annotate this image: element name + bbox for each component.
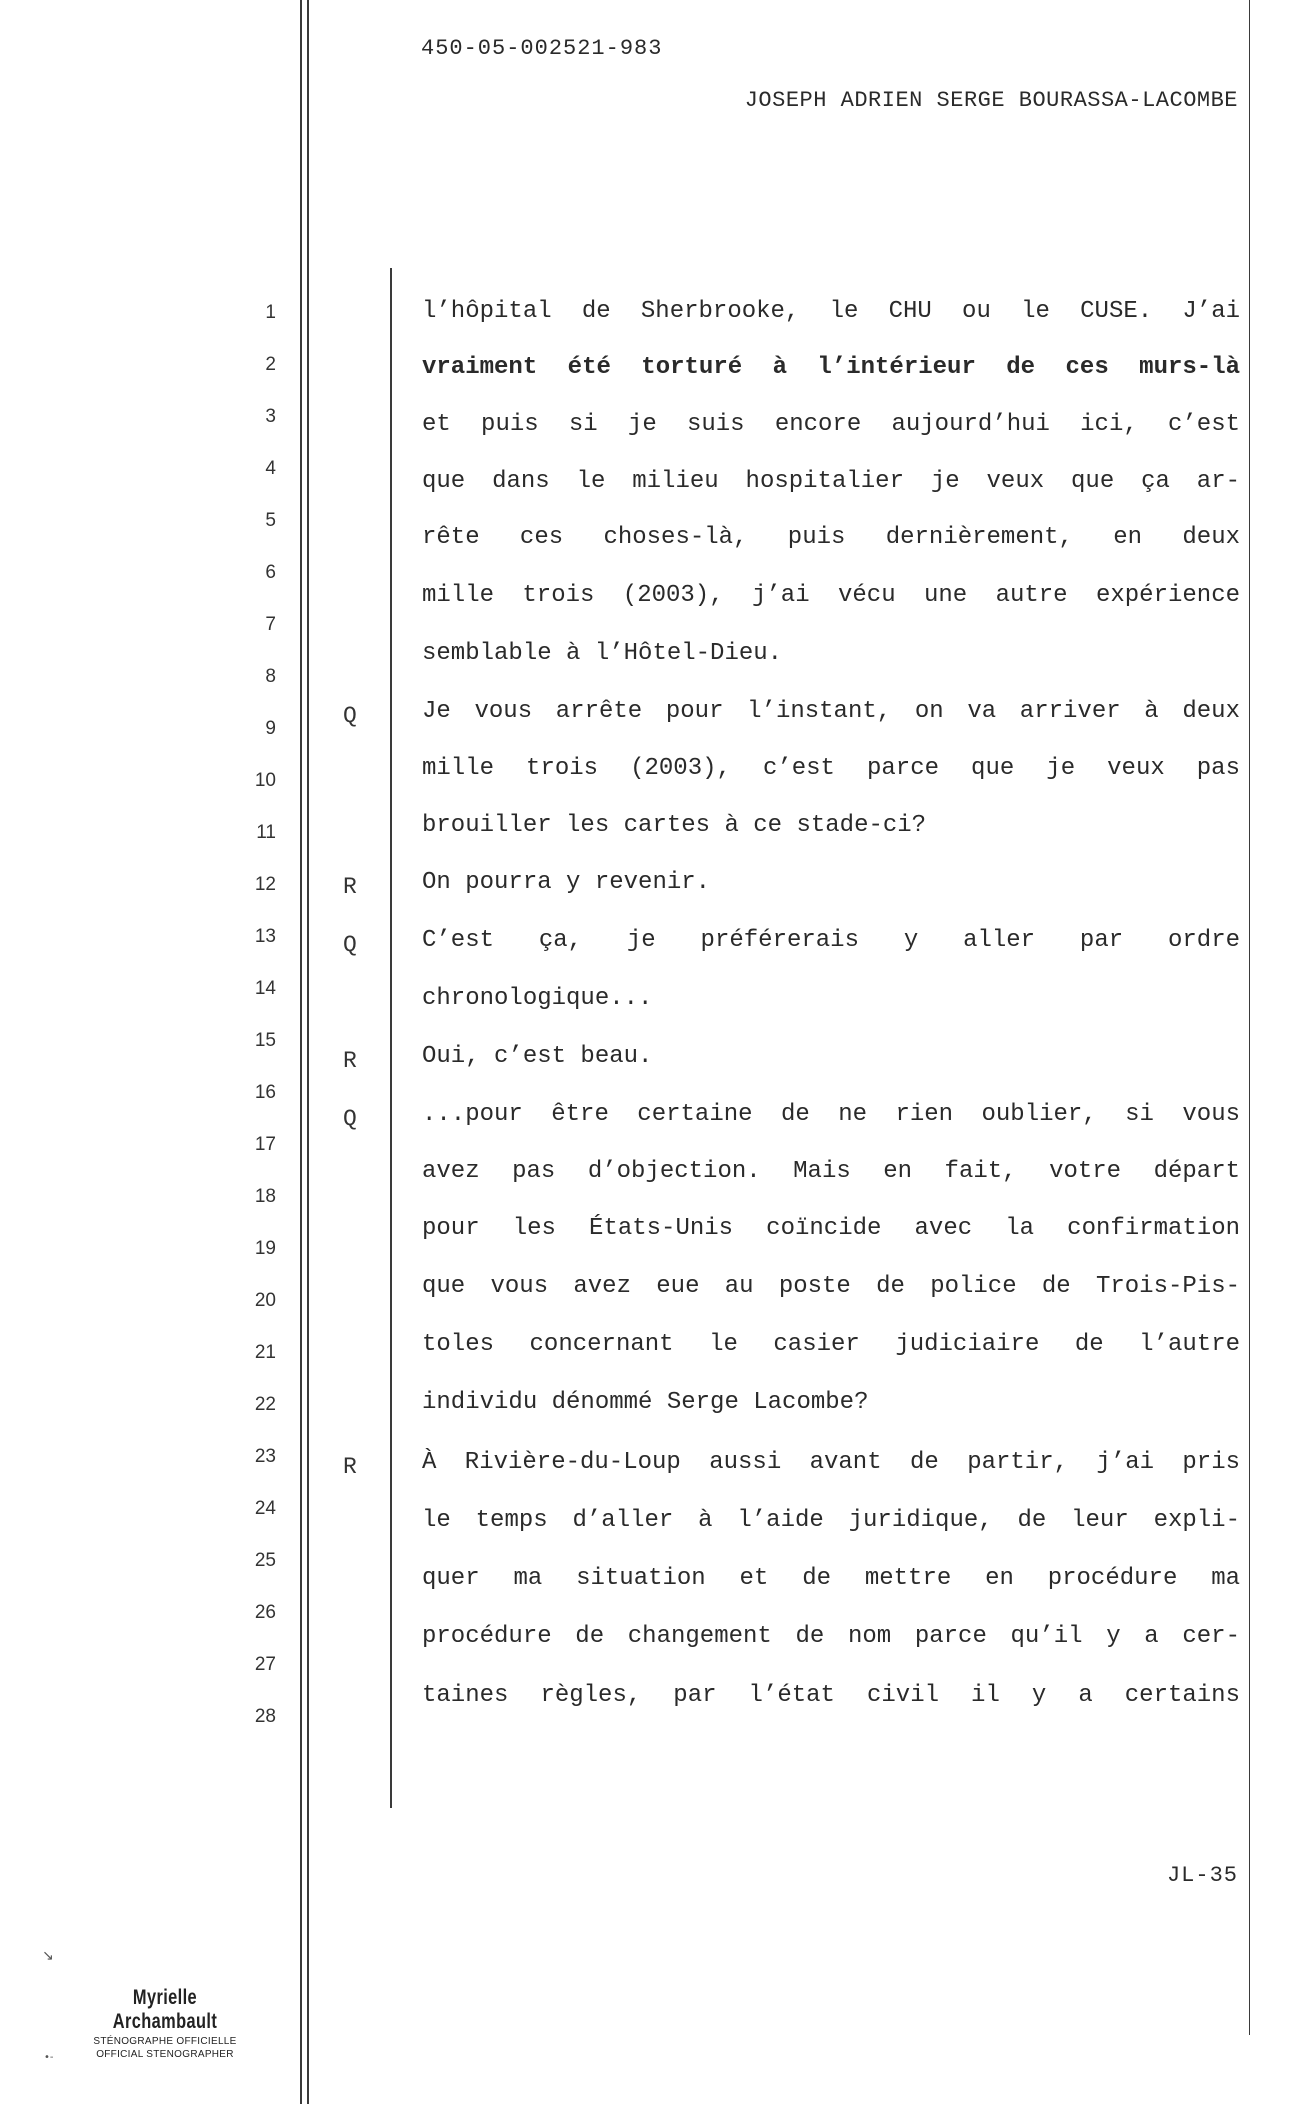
transcript-line: et puis si je suis encore aujourd’hui ici, c’est xyxy=(422,411,1240,438)
line-number: 12 xyxy=(254,874,276,895)
margin-rule-left-outer xyxy=(300,0,302,2104)
line-number: 16 xyxy=(254,1082,276,1103)
transcript-line: le temps d’aller à l’aide juridique, de leur expli- xyxy=(422,1507,1240,1534)
line-number: 14 xyxy=(254,978,276,999)
transcript-line: mille trois (2003), c’est parce que je veux pas xyxy=(422,755,1240,782)
case-number: 450-05-002521-983 xyxy=(421,36,663,61)
speaker-marker: R xyxy=(343,874,357,900)
line-number: 11 xyxy=(256,822,276,843)
line-number: 26 xyxy=(254,1602,276,1623)
transcript-line: À Rivière-du-Loup aussi avant de partir, j’ai pris xyxy=(422,1449,1240,1476)
witness-name: JOSEPH ADRIEN SERGE BOURASSA-LACOMBE xyxy=(744,88,1238,113)
transcript-line: Je vous arrête pour l’instant, on va arriver à deux xyxy=(422,698,1240,725)
transcript-line: l’hôpital de Sherbrooke, le CHU ou le CUSE. J’ai xyxy=(422,298,1240,325)
line-number: 19 xyxy=(254,1238,276,1259)
speaker-marker: R xyxy=(343,1048,357,1074)
speaker-marker: Q xyxy=(343,1106,357,1132)
transcript-line: rête ces choses-là, puis dernièrement, en deux xyxy=(422,524,1240,551)
line-number: 4 xyxy=(265,458,276,479)
line-number: 13 xyxy=(254,926,276,947)
line-number: 3 xyxy=(265,406,276,427)
stenographer-stamp xyxy=(80,1986,250,2060)
line-number: 9 xyxy=(265,718,276,739)
line-number: 27 xyxy=(254,1654,276,1675)
margin-rule-right xyxy=(1249,0,1250,2035)
line-number: 15 xyxy=(254,1030,276,1051)
line-number: 24 xyxy=(254,1498,276,1519)
transcript-line: ...pour être certaine de ne rien oublier, si vous xyxy=(422,1101,1240,1128)
speaker-marker: Q xyxy=(343,703,357,729)
transcript-line: mille trois (2003), j’ai vécu une autre expérience xyxy=(422,582,1240,609)
line-number: 1 xyxy=(265,302,276,323)
transcript-line: semblable à l’Hôtel-Dieu. xyxy=(422,640,783,667)
line-number: 8 xyxy=(265,666,276,687)
scan-mark-icon: ↘ xyxy=(42,1948,54,1964)
margin-rule-left-inner xyxy=(307,0,309,2104)
transcript-line: Oui, c’est beau. xyxy=(422,1043,653,1070)
transcript-line: vraiment été torturé à l’intérieur de ces murs-là xyxy=(422,354,1240,381)
line-number: 25 xyxy=(254,1550,276,1571)
transcript-line: pour les États-Unis coïncide avec la confirmation xyxy=(422,1215,1240,1242)
transcript-line: avez pas d’objection. Mais en fait, votre départ xyxy=(422,1158,1240,1185)
line-number: 7 xyxy=(265,614,276,635)
transcript-line: individu dénommé Serge Lacombe? xyxy=(422,1389,869,1416)
transcript-line: taines règles, par l’état civil il y a certains xyxy=(422,1682,1240,1709)
transcript-line: C’est ça, je préférerais y aller par ordre xyxy=(422,927,1240,954)
line-number: 21 xyxy=(254,1342,276,1363)
transcript-line: toles concernant le casier judiciaire de l’autre xyxy=(422,1331,1240,1358)
line-number: 23 xyxy=(254,1446,276,1467)
speaker-marker: R xyxy=(343,1454,357,1480)
line-number: 5 xyxy=(265,510,276,531)
stenographer-title-en: OFFICIAL STENOGRAPHER xyxy=(96,2049,234,2060)
line-number: 22 xyxy=(254,1394,276,1415)
transcript-line: quer ma situation et de mettre en procédure ma xyxy=(422,1565,1240,1592)
speaker-column-rule xyxy=(390,268,392,1808)
transcript-line: que dans le milieu hospitalier je veux que ça ar- xyxy=(422,468,1240,495)
transcript-line: que vous avez eue au poste de police de Trois-Pis- xyxy=(422,1273,1240,1300)
speaker-marker: Q xyxy=(343,932,357,958)
page-number: JL-35 xyxy=(1166,1863,1238,1888)
transcript-line: procédure de changement de nom parce qu’il y a cer- xyxy=(422,1623,1240,1650)
transcript-line: On pourra y revenir. xyxy=(422,869,711,896)
line-number: 17 xyxy=(254,1134,276,1155)
transcript-line: brouiller les cartes à ce stade-ci? xyxy=(422,812,927,839)
transcript-line: chronologique... xyxy=(422,985,653,1012)
line-number: 28 xyxy=(254,1706,276,1727)
stenographer-name: Myrielle Archambault xyxy=(112,1986,218,2033)
stenographer-title-fr: STÉNOGRAPHE OFFICIELLE xyxy=(93,2036,237,2047)
line-number: 20 xyxy=(254,1290,276,1311)
line-number: 2 xyxy=(265,354,276,375)
line-number: 6 xyxy=(265,562,276,583)
line-number: 18 xyxy=(254,1186,276,1207)
scan-mark-icon: •- xyxy=(44,2052,54,2063)
line-number: 10 xyxy=(254,770,276,791)
